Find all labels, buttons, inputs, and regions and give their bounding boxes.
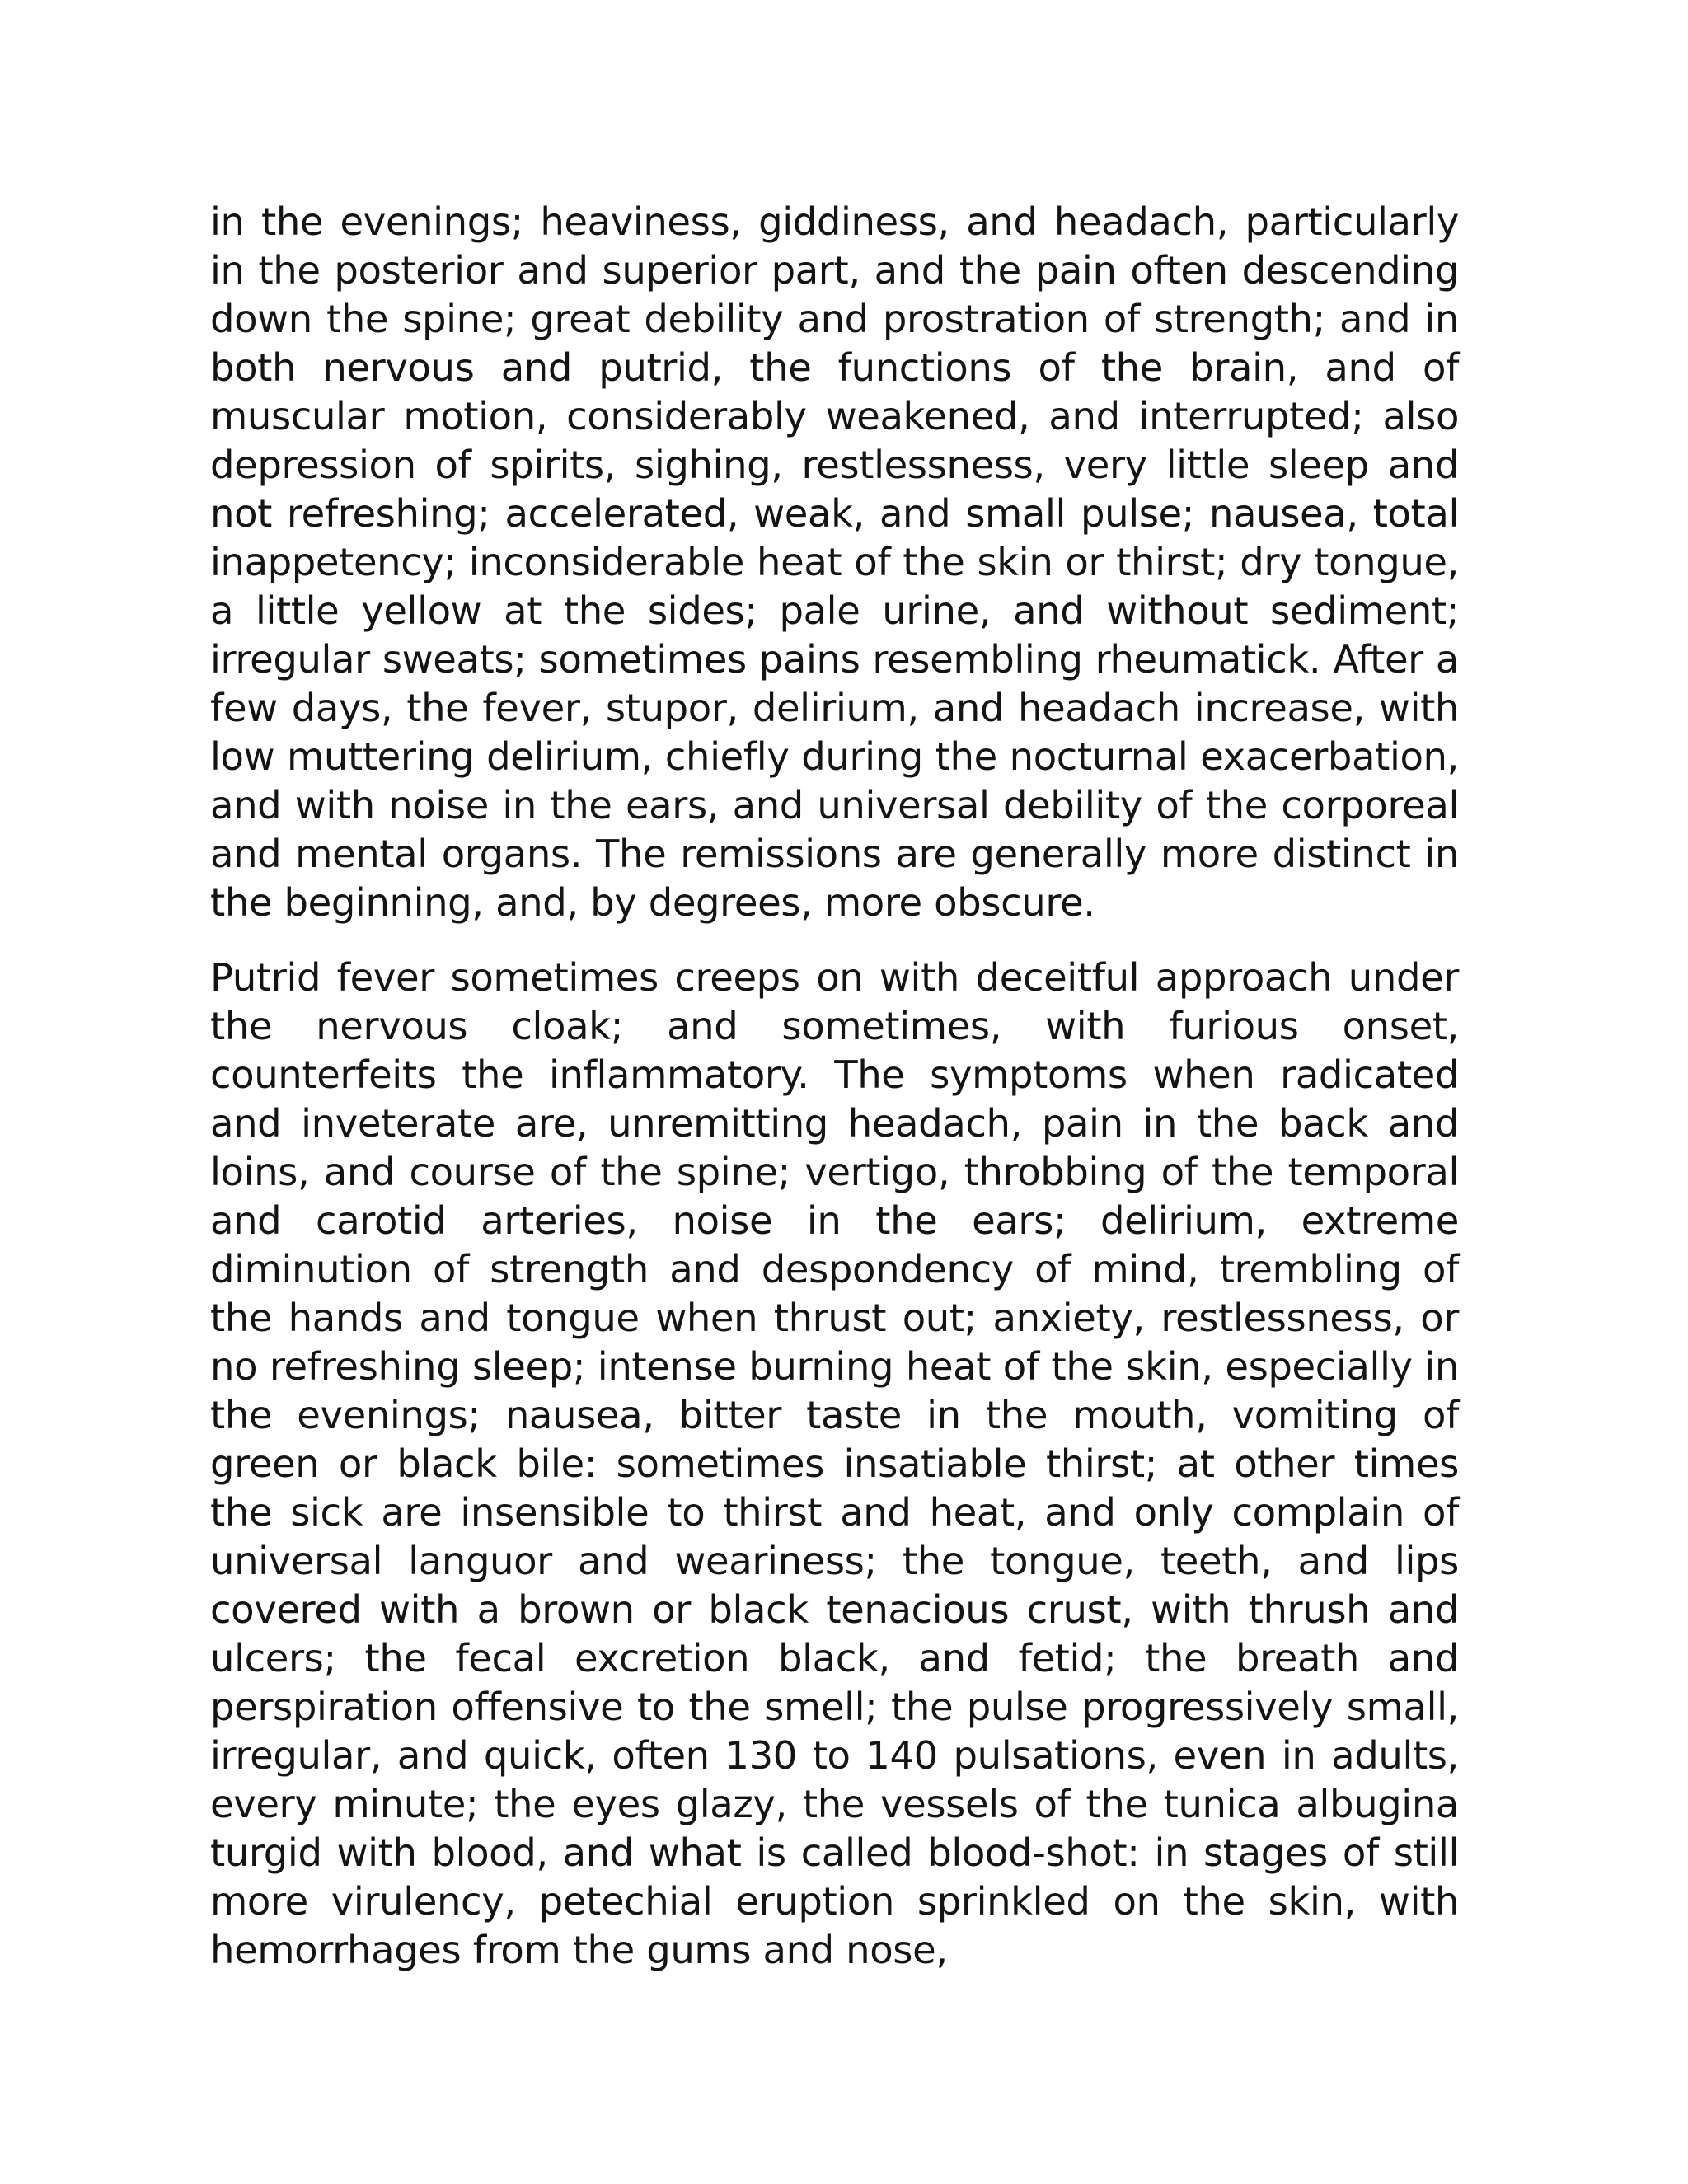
paragraph-1: in the evenings; heaviness, giddiness, and headach, particularly in the posterior and superior part, and the pain often descending down the spine; great debility and prostration of strength; and in both nervous and putrid, the functions of the brain, and of muscular motion, considerably weakened, and interrupted; also depression of spirits, sighing, restlessness, very little sleep and not refreshing; accelerated, weak, and small pulse; nausea, total inappetency; inconsiderable heat of the skin or thirst; dry tongue, a little yellow at the sides; pale urine, and without sediment; irregular sweats; sometimes pains resembling rheumatick. After a few days, the fever, stupor, delirium, and headach increase, with low muttering delirium, chiefly during the nocturnal exacerbation, and with noise in the ears, and universal debility of the corporeal and mental organs. The remissions are generally more distinct in the beginning, and, by degrees, more obscure. bbox=[210, 199, 1459, 925]
body-text bbox=[210, 198, 1459, 1975]
paragraph-2: Putrid fever sometimes creeps on with deceitful approach under the nervous cloak; and sometimes, with furious onset, counterfeits the inflammatory. The symptoms when radicated and inveterate are, unremitting headach, pain in the back and loins, and course of the spine; vertigo, throbbing of the temporal and carotid arteries, noise in the ears; delirium, extreme diminution of strength and despondency of mind, trembling of the hands and tongue when thrust out; anxiety, restlessness, or no refreshing sleep; intense burning heat of the skin, especially in the evenings; nausea, bitter taste in the mouth, vomiting of green or black bile: sometimes insatiable thirst; at other times the sick are insensible to thirst and heat, and only complain of universal languor and weariness; the tongue, teeth, and lips covered with a brown or black tenacious crust, with thrush and ulcers; the fecal excretion black, and fetid; the breath and perspiration offensive to the smell; the pulse progressively small, irregular, and quick, often 130 to 140 pulsations, even in adults, every minute; the eyes glazy, the vessels of the tunica albugina turgid with blood, and what is called blood-shot: in stages of still more virulency, petechial eruption sprinkled on the skin, with hemorrhages from the gums and nose, bbox=[210, 955, 1459, 1972]
